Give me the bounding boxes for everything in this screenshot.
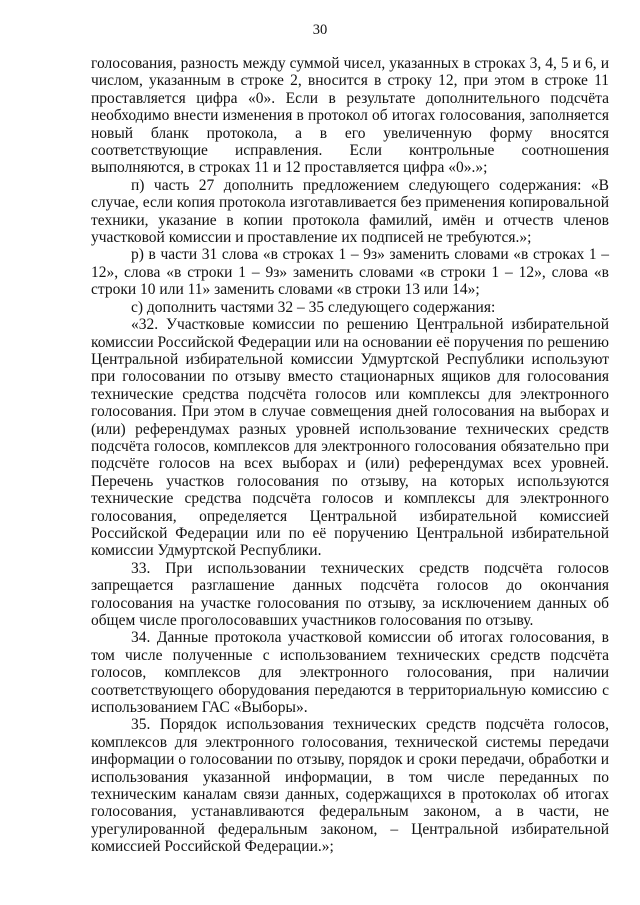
paragraph-item-p: п) часть 27 дополнить предложением следующего содержания: «В случае, если копия протокола изготавливается без применения копировальной техники, указание в копии протокола фамилий, имён и отчеств членов участковой комиссии и проставление их подписей не требуются.»;: [91, 176, 609, 247]
paragraph-continuation: голосования, разность между суммой чисел, указанных в строках 3, 4, 5 и 6, и числом, указанным в строке 2, вносится в строку 12, при этом в строке 11 проставляется цифра «0». Если в результате дополнительного подсчёта необходимо внести изменения в протокол об итогах голосования, заполняется новый бланк протокола, а в его увеличенную форму вносятся соответствующие исправления. Если контрольные соотношения выполняются, в строках 11 и 12 проставляется цифра «0».»;: [91, 55, 609, 177]
paragraph-part-33: 33. При использовании технических средств подсчёта голосов запрещается разглашение данных подсчёта голосов до окончания голосования на участке голосования по отзыву, за исключением данных об общем числе проголосовавших участников голосования по отзыву.: [91, 559, 609, 629]
paragraph-part-32: «32. Участковые комиссии по решению Центральной избирательной комиссии Российской Федерации или на основании её поручения по решению Центральной избирательной комиссии Удмуртской Республики используют при голосовании по отзыву вместо стационарных ящиков для голосования технические средства подсчёта голосов или комплексы для электронного голосования. При этом в случае совмещения дней голосования на выборах и (или) референдумах разных уровней использование технических средств подсчёта голосов, комплексов для электронного голосования обязательно при подсчёте голосов на всех выборах и (или) референдумах всех уровней. Перечень участков голосования по отзыву, на которых используются технические средства подсчёта голосов и комплексы для электронного голосования, определяется Центральной избирательной комиссией Российской Федерации или по её поручению Центральной избирательной комиссии Удмуртской Республики.: [91, 316, 609, 560]
paragraph-part-34: 34. Данные протокола участковой комиссии об итогах голосования, в том числе полученные с использованием технических средств подсчёта голосов, комплексов для электронного голосования, при наличии соответствующего оборудования передаются в территориальную комиссию с использованием ГАС «Выборы».: [91, 629, 609, 717]
paragraph-item-r: р) в части 31 слова «в строках 1 – 9з» заменить словами «в строках 1 – 12», слова «в строки 1 – 9з» заменить словами «в строки 1 – 12», слова «в строки 10 или 11» заменить словами «в строки 13 или 14»;: [91, 246, 609, 299]
paragraph-part-35: 35. Порядок использования технических средств подсчёта голосов, комплексов для электронного голосования, технической системы передачи информации о голосовании по отзыву, порядок и сроки передачи, обработки и использования указанной информации, в том числе переданных по техническим каналам связи данных, содержащихся в протоколах об итогах голосования, устанавливаются федеральным законом, а в части, не урегулированной федеральным законом, – Центральной избирательной комиссией Российской Федерации.»;: [91, 716, 609, 856]
page-number: 30: [312, 22, 328, 38]
document-body: [91, 55, 609, 856]
paragraph-item-s: с) дополнить частями 32 – 35 следующего содержания:: [131, 298, 496, 316]
